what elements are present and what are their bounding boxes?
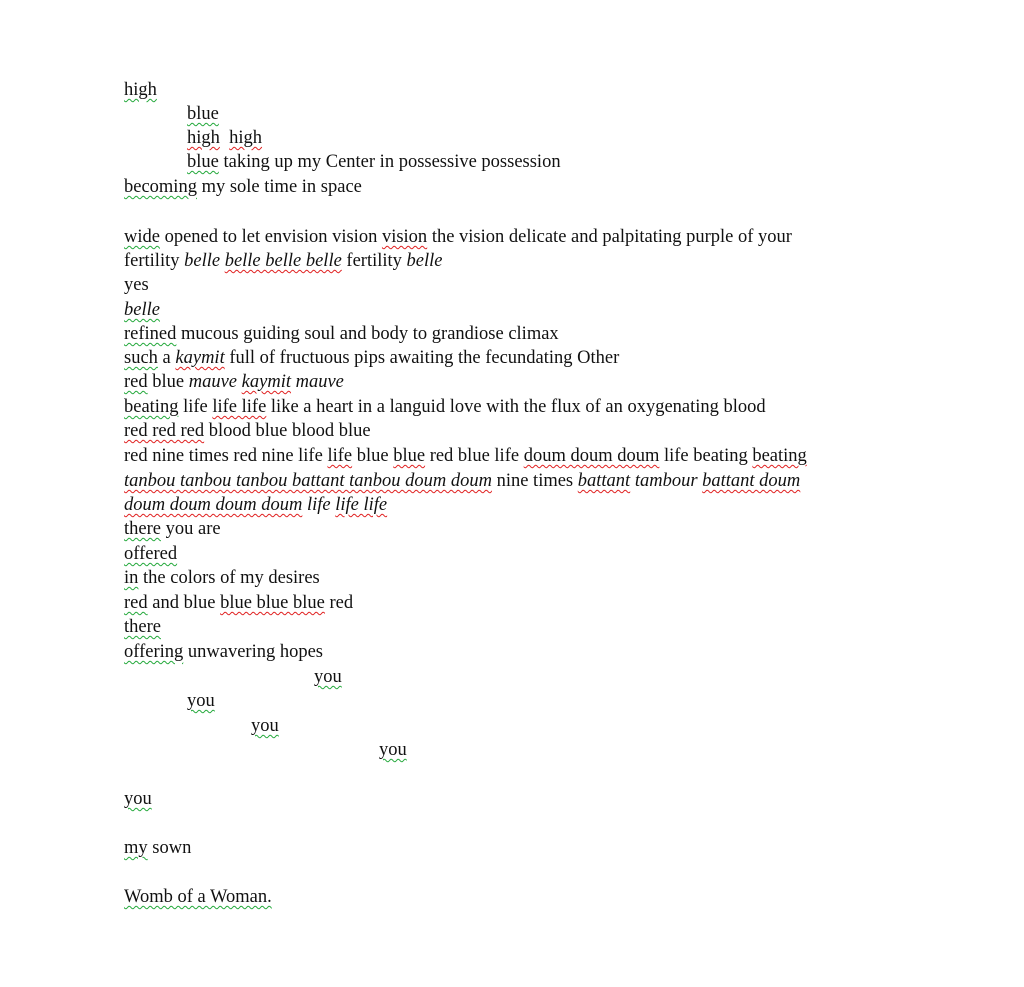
- line-text: [220, 128, 229, 148]
- poem-line-20: [124, 566, 320, 590]
- line-text: belle: [406, 251, 443, 271]
- poem-line-03: [187, 126, 262, 150]
- spellcheck-flagged-word: you: [314, 667, 342, 687]
- spellcheck-flagged-word: high: [229, 128, 263, 148]
- poem-line-28: [124, 787, 152, 811]
- line-text: my sole time in space: [196, 177, 362, 197]
- poem-line-17: [124, 493, 387, 517]
- poem-line-01: [124, 78, 157, 102]
- line-text: mauve: [290, 372, 344, 392]
- spellcheck-flagged-word: blue: [393, 446, 426, 466]
- line-text: fertility: [124, 251, 185, 271]
- spellcheck-flagged-word: belle: [124, 300, 160, 320]
- spellcheck-flagged-word: beating: [752, 446, 807, 466]
- poem-line-30: [124, 885, 272, 909]
- line-text: blue: [147, 372, 189, 392]
- spellcheck-flagged-word: red: [124, 593, 148, 613]
- poem-line-18: [124, 517, 221, 541]
- poem-line-11: [124, 346, 619, 370]
- spellcheck-flagged-word: Womb of a Woman.: [124, 887, 272, 907]
- spellcheck-flagged-word: red red red: [124, 421, 205, 441]
- poem-line-15: [124, 444, 807, 468]
- spellcheck-flagged-word: you: [251, 716, 279, 736]
- line-text: the colors of my desires: [138, 568, 320, 588]
- line-text: sown: [147, 838, 192, 858]
- poem-line-14: [124, 419, 371, 443]
- spellcheck-flagged-word: you: [124, 789, 152, 809]
- line-text: red: [324, 593, 354, 613]
- line-text: life: [302, 495, 336, 515]
- spellcheck-flagged-word: battant: [577, 471, 631, 491]
- poem-line-29: [124, 836, 191, 860]
- poem-line-21: [124, 591, 353, 615]
- poem-line-06: [124, 225, 792, 249]
- spellcheck-flagged-word: life life: [335, 495, 388, 515]
- line-text: belle: [184, 251, 221, 271]
- spellcheck-flagged-word: in: [124, 568, 139, 588]
- spellcheck-flagged-word: offering: [124, 642, 184, 662]
- spellcheck-flagged-word: becoming: [124, 177, 197, 197]
- spellcheck-flagged-word: there: [124, 519, 161, 539]
- spellcheck-flagged-word: blue: [187, 152, 219, 172]
- poem-line-24: [314, 665, 342, 689]
- poem-line-02: [187, 102, 219, 126]
- spellcheck-flagged-word: tanbou tanbou tanbou battant tanbou doum doum: [124, 471, 492, 491]
- spellcheck-flagged-word: beating: [124, 397, 179, 417]
- line-text: mucous guiding soul and body to grandiose climax: [176, 324, 559, 344]
- line-text: red nine times red nine life: [124, 446, 328, 466]
- spellcheck-flagged-word: you: [187, 691, 215, 711]
- spellcheck-flagged-word: there: [124, 617, 161, 637]
- poem-line-25: [187, 689, 215, 713]
- spellcheck-flagged-word: offered: [124, 544, 178, 564]
- spellcheck-flagged-word: wide: [124, 227, 160, 247]
- poem-line-04: [187, 150, 561, 174]
- poem-line-13: [124, 395, 766, 419]
- line-text: fertility: [341, 251, 407, 271]
- poem-line-23: [124, 640, 323, 664]
- line-text: and blue: [147, 593, 221, 613]
- line-text: opened to let envision vision: [159, 227, 382, 247]
- line-text: taking up my Center in possessive possession: [218, 152, 561, 172]
- line-text: blood blue blood blue: [204, 421, 371, 441]
- poem-line-08: [124, 273, 149, 297]
- spellcheck-flagged-word: such: [124, 348, 158, 368]
- poem-line-12: [124, 370, 344, 394]
- line-text: yes: [124, 275, 149, 295]
- line-text: tambour: [630, 471, 703, 491]
- spellcheck-flagged-word: blue: [187, 104, 219, 124]
- spellcheck-flagged-word: refined: [124, 324, 177, 344]
- spellcheck-flagged-word: you: [379, 740, 407, 760]
- poem-line-26: [251, 714, 279, 738]
- spellcheck-flagged-word: blue blue blue: [220, 593, 325, 613]
- line-text: life: [178, 397, 213, 417]
- spellcheck-flagged-word: life life: [212, 397, 267, 417]
- spellcheck-flagged-word: doum doum doum: [523, 446, 660, 466]
- spellcheck-flagged-word: my: [124, 838, 148, 858]
- poem-line-19: [124, 542, 177, 566]
- line-text: you are: [160, 519, 221, 539]
- spellcheck-flagged-word: belle belle belle: [224, 251, 342, 271]
- line-text: a: [157, 348, 176, 368]
- line-text: like a heart in a languid love with the flux of an oxygenating blood: [266, 397, 766, 417]
- line-text: the vision delicate and palpitating purple of your: [427, 227, 792, 247]
- spellcheck-flagged-word: kaymit: [175, 348, 225, 368]
- poem-line-22: [124, 615, 161, 639]
- line-text: full of fructuous pips awaiting the fecundating Other: [224, 348, 620, 368]
- spellcheck-flagged-word: red: [124, 372, 148, 392]
- line-text: unwavering hopes: [183, 642, 323, 662]
- line-text: nine times: [491, 471, 578, 491]
- poem-line-05: [124, 175, 362, 199]
- spellcheck-flagged-word: doum doum doum doum: [124, 495, 303, 515]
- poem-line-07: [124, 249, 442, 273]
- spellcheck-flagged-word: vision: [381, 227, 428, 247]
- poem-line-27: [379, 738, 407, 762]
- poem-line-09: [124, 298, 160, 322]
- line-text: mauve: [188, 372, 242, 392]
- line-text: life beating: [659, 446, 753, 466]
- spellcheck-flagged-word: high: [187, 128, 220, 148]
- poem-line-10: [124, 322, 559, 346]
- spellcheck-flagged-word: life: [327, 446, 353, 466]
- poem-line-16: [124, 469, 800, 493]
- spellcheck-flagged-word: high: [124, 80, 157, 100]
- spellcheck-flagged-word: kaymit: [241, 372, 291, 392]
- line-text: red blue life: [425, 446, 524, 466]
- line-text: blue: [352, 446, 394, 466]
- spellcheck-flagged-word: battant doum: [702, 471, 801, 491]
